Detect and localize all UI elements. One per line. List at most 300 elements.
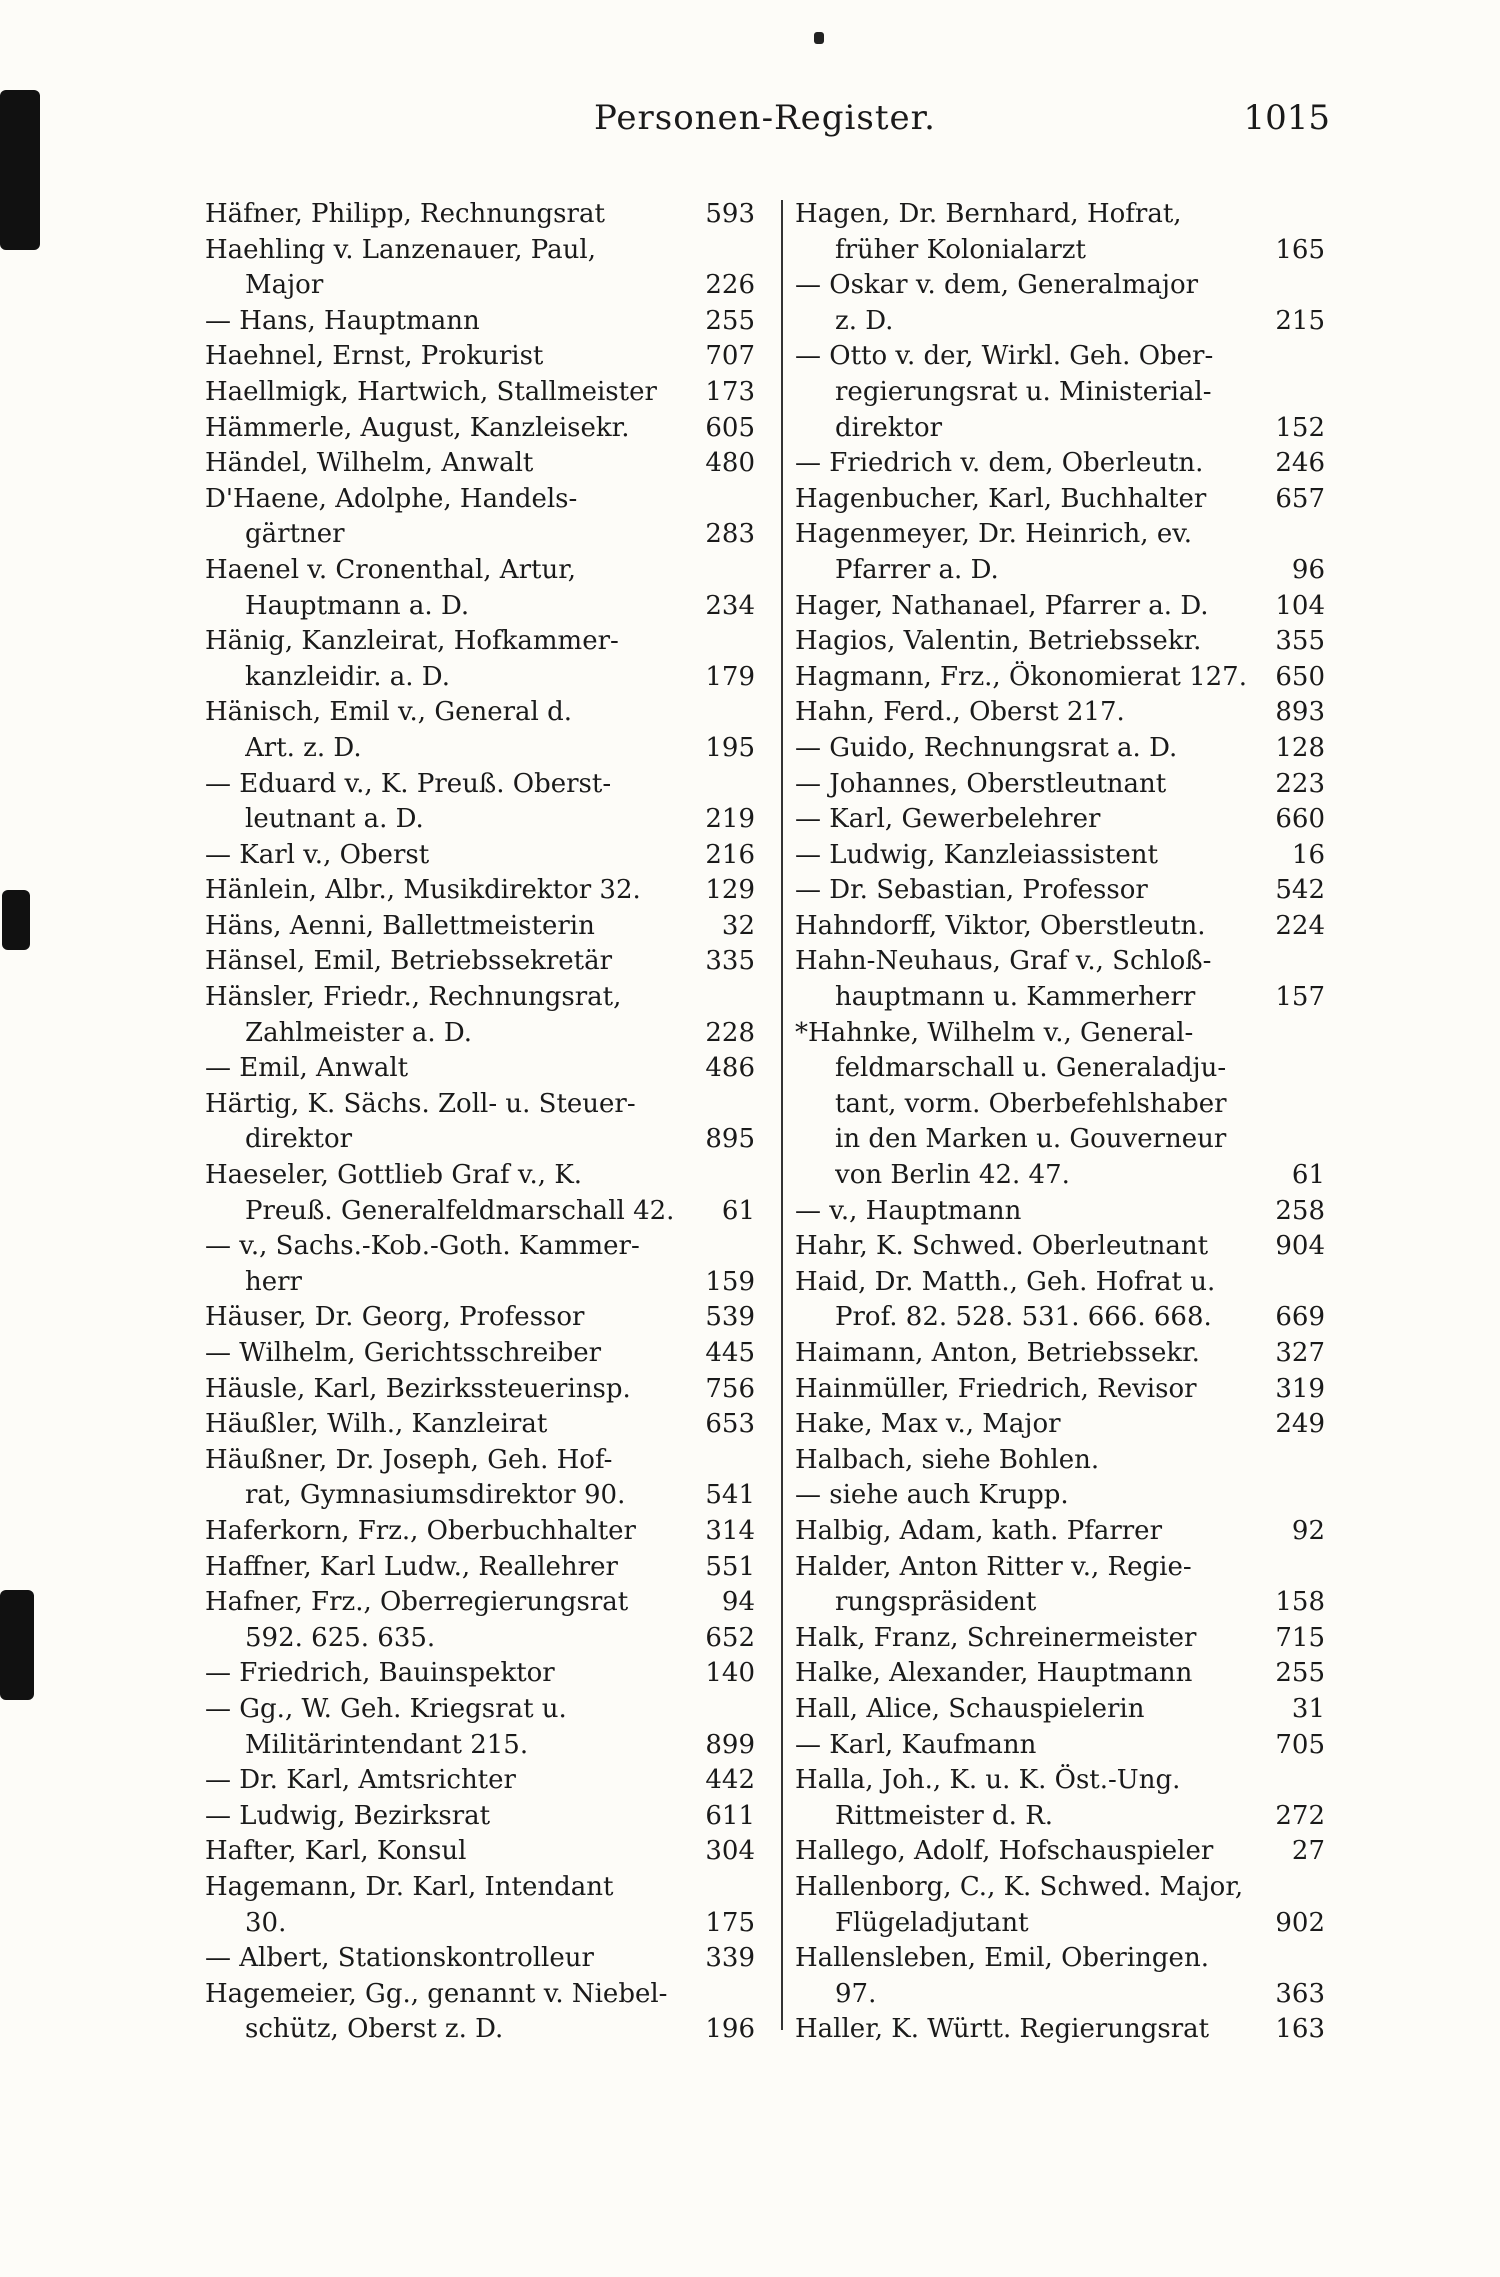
page-reference: 96 bbox=[1291, 554, 1325, 585]
page-reference bbox=[747, 980, 755, 1016]
entry-text: Major bbox=[245, 270, 324, 301]
entry-text: Halke, Alexander, Hauptmann bbox=[795, 1658, 1193, 1689]
entry-line bbox=[795, 1372, 1325, 1408]
index-entry bbox=[205, 553, 755, 624]
page-reference bbox=[1317, 268, 1325, 304]
page-reference: 707 bbox=[705, 341, 755, 372]
edge-mark-lower bbox=[0, 1590, 34, 1700]
entry-line bbox=[795, 1906, 1325, 1942]
entry-line bbox=[205, 1016, 755, 1052]
page-reference: 902 bbox=[1275, 1907, 1325, 1938]
index-entry bbox=[795, 1443, 1325, 1479]
entry-text: Händel, Wilhelm, Anwalt bbox=[205, 448, 534, 479]
index-entry bbox=[205, 304, 755, 340]
entry-line bbox=[205, 1443, 755, 1479]
entry-text: hauptmann u. Kammerherr bbox=[835, 982, 1196, 1013]
page-reference: 304 bbox=[705, 1836, 755, 1867]
entry-line bbox=[795, 589, 1325, 625]
index-entry bbox=[795, 339, 1325, 446]
index-entry bbox=[205, 233, 755, 304]
entry-text: Hahn-Neuhaus, Graf v., Schloß- bbox=[795, 946, 1212, 977]
page-reference bbox=[1317, 1051, 1325, 1087]
entry-text: in den Marken u. Gouverneur bbox=[835, 1124, 1227, 1155]
page-reference: 255 bbox=[1275, 1658, 1325, 1689]
entry-line bbox=[795, 304, 1325, 340]
entry-line bbox=[205, 446, 755, 482]
entry-text: Hänsel, Emil, Betriebssekretär bbox=[205, 946, 613, 977]
page-reference bbox=[747, 553, 755, 589]
entry-text: D'Haene, Adolphe, Handels- bbox=[205, 483, 578, 514]
entry-line bbox=[205, 1941, 755, 1977]
entry-line bbox=[795, 197, 1325, 233]
entry-text: Hagemeier, Gg., genannt v. Niebel- bbox=[205, 1978, 668, 2009]
index-entry bbox=[795, 695, 1325, 731]
entry-text: — Karl, Gewerbelehrer bbox=[795, 804, 1101, 835]
index-entry bbox=[205, 1585, 755, 1656]
entry-line bbox=[795, 909, 1325, 945]
entry-text: herr bbox=[245, 1266, 302, 1297]
index-entry bbox=[795, 1407, 1325, 1443]
entry-line bbox=[205, 1122, 755, 1158]
entry-text: direktor bbox=[835, 412, 943, 443]
entry-line bbox=[205, 1656, 755, 1692]
entry-line bbox=[795, 1550, 1325, 1586]
entry-line bbox=[205, 553, 755, 589]
index-entry bbox=[795, 1229, 1325, 1265]
index-entry bbox=[795, 1514, 1325, 1550]
index-entry bbox=[795, 1692, 1325, 1728]
entry-line bbox=[795, 624, 1325, 660]
index-entry bbox=[205, 1372, 755, 1408]
entry-text: — Otto v. der, Wirkl. Geh. Ober- bbox=[795, 341, 1214, 372]
page-reference bbox=[1317, 1087, 1325, 1123]
page-reference: 258 bbox=[1275, 1195, 1325, 1226]
index-entry bbox=[205, 1051, 755, 1087]
page-reference bbox=[747, 1870, 755, 1906]
entry-line bbox=[205, 339, 755, 375]
entry-text: Haehnel, Ernst, Prokurist bbox=[205, 341, 544, 372]
index-entry bbox=[205, 339, 755, 375]
entry-line bbox=[205, 2012, 755, 2048]
page-reference bbox=[747, 1158, 755, 1194]
entry-text: — Guido, Rechnungsrat a. D. bbox=[795, 732, 1178, 763]
entry-line bbox=[205, 1194, 755, 1230]
entry-line bbox=[795, 1514, 1325, 1550]
index-entry bbox=[795, 1372, 1325, 1408]
edge-mark-middle bbox=[2, 890, 30, 950]
entry-text: Haffner, Karl Ludw., Reallehrer bbox=[205, 1551, 618, 1582]
entry-text: — Dr. Sebastian, Professor bbox=[795, 875, 1148, 906]
entry-line bbox=[205, 731, 755, 767]
entry-text: Hämmerle, August, Kanzleisekr. bbox=[205, 412, 630, 443]
entry-text: — Friedrich v. dem, Oberleutn. bbox=[795, 448, 1204, 479]
entry-line bbox=[795, 339, 1325, 375]
entry-line bbox=[795, 1122, 1325, 1158]
page-reference: 319 bbox=[1275, 1373, 1325, 1404]
page-reference: 195 bbox=[705, 732, 755, 763]
page-reference bbox=[1317, 1941, 1325, 1977]
index-entry bbox=[205, 1834, 755, 1870]
entry-text: rungspräsident bbox=[835, 1587, 1037, 1618]
entry-text: — siehe auch Krupp. bbox=[795, 1480, 1069, 1511]
entry-line bbox=[795, 1407, 1325, 1443]
page-reference: 234 bbox=[705, 590, 755, 621]
page-reference: 61 bbox=[1291, 1160, 1325, 1191]
entry-text: Zahlmeister a. D. bbox=[245, 1017, 473, 1048]
page-reference bbox=[747, 695, 755, 731]
page-reference: 542 bbox=[1275, 875, 1325, 906]
index-entry bbox=[795, 1728, 1325, 1764]
page-reference: 480 bbox=[705, 448, 755, 479]
index-entry bbox=[205, 767, 755, 838]
entry-text: gärtner bbox=[245, 519, 345, 550]
entry-text: tant, vorm. Oberbefehlshaber bbox=[835, 1088, 1227, 1119]
entry-line bbox=[795, 873, 1325, 909]
entry-text: Haehling v. Lanzenauer, Paul, bbox=[205, 234, 596, 265]
index-entry bbox=[795, 660, 1325, 696]
index-entry bbox=[205, 1158, 755, 1229]
entry-line bbox=[795, 233, 1325, 269]
index-entry bbox=[795, 838, 1325, 874]
page-reference bbox=[1317, 1870, 1325, 1906]
entry-text: Militärintendant 215. bbox=[245, 1729, 529, 1760]
entry-line bbox=[205, 695, 755, 731]
entry-line bbox=[205, 1621, 755, 1657]
entry-line bbox=[205, 1087, 755, 1123]
index-entry bbox=[205, 838, 755, 874]
entry-text: Hagenbucher, Karl, Buchhalter bbox=[795, 483, 1207, 514]
page-reference: 140 bbox=[705, 1658, 755, 1689]
page-reference: 650 bbox=[1275, 661, 1325, 692]
index-entry bbox=[795, 517, 1325, 588]
entry-line bbox=[795, 1300, 1325, 1336]
page-reference: 283 bbox=[705, 519, 755, 550]
entry-line bbox=[205, 980, 755, 1016]
entry-line bbox=[205, 482, 755, 518]
page-reference: 246 bbox=[1275, 448, 1325, 479]
entry-text: Halbig, Adam, kath. Pfarrer bbox=[795, 1515, 1162, 1546]
page-reference: 551 bbox=[705, 1551, 755, 1582]
entry-line bbox=[205, 767, 755, 803]
entry-text: — Ludwig, Bezirksrat bbox=[205, 1800, 491, 1831]
page-reference: 92 bbox=[1291, 1515, 1325, 1546]
page-reference bbox=[1317, 944, 1325, 980]
entry-line bbox=[205, 268, 755, 304]
entry-line bbox=[205, 1407, 755, 1443]
entry-text: von Berlin 42. 47. bbox=[835, 1160, 1070, 1191]
entry-line bbox=[795, 1194, 1325, 1230]
entry-line bbox=[205, 1372, 755, 1408]
page-reference: 215 bbox=[1275, 305, 1325, 336]
page-reference bbox=[747, 624, 755, 660]
entry-text: Hake, Max v., Major bbox=[795, 1409, 1061, 1440]
entry-line bbox=[205, 1799, 755, 1835]
index-entry bbox=[205, 1300, 755, 1336]
entry-text: — v., Sachs.-Kob.-Goth. Kammer- bbox=[205, 1231, 640, 1262]
entry-line bbox=[205, 873, 755, 909]
entry-line bbox=[795, 1692, 1325, 1728]
entry-line bbox=[205, 375, 755, 411]
page-reference: 158 bbox=[1275, 1587, 1325, 1618]
entry-line bbox=[205, 1514, 755, 1550]
index-entry bbox=[205, 1336, 755, 1372]
entry-line bbox=[205, 802, 755, 838]
page-reference: 660 bbox=[1275, 804, 1325, 835]
entry-text: Hagenmeyer, Dr. Heinrich, ev. bbox=[795, 519, 1193, 550]
index-entry bbox=[795, 197, 1325, 268]
page-reference: 228 bbox=[705, 1017, 755, 1048]
entry-text: Häns, Aenni, Ballettmeisterin bbox=[205, 910, 595, 941]
page-reference: 611 bbox=[705, 1800, 755, 1831]
page-reference: 904 bbox=[1275, 1231, 1325, 1262]
entry-text: Hallenborg, C., K. Schwed. Major, bbox=[795, 1871, 1244, 1902]
index-entry bbox=[795, 268, 1325, 339]
page-reference: 61 bbox=[721, 1195, 755, 1226]
index-entry bbox=[205, 909, 755, 945]
entry-text: — Eduard v., K. Preuß. Oberst- bbox=[205, 768, 612, 799]
entry-text: Halbach, siehe Bohlen. bbox=[795, 1444, 1100, 1475]
index-entry bbox=[795, 589, 1325, 625]
index-entry bbox=[205, 1087, 755, 1158]
page-reference bbox=[747, 1229, 755, 1265]
page-reference: 363 bbox=[1275, 1978, 1325, 2009]
entry-line bbox=[795, 1834, 1325, 1870]
left-column bbox=[205, 197, 755, 2048]
page-reference: 339 bbox=[705, 1943, 755, 1974]
page-reference: 104 bbox=[1275, 590, 1325, 621]
index-entry bbox=[795, 1834, 1325, 1870]
entry-line bbox=[205, 517, 755, 553]
entry-text: direktor bbox=[245, 1124, 353, 1155]
index-entry bbox=[795, 1336, 1325, 1372]
entry-text: — Wilhelm, Gerichtsschreiber bbox=[205, 1338, 602, 1368]
entry-text: Häußner, Dr. Joseph, Geh. Hof- bbox=[205, 1444, 613, 1475]
entry-line bbox=[205, 1478, 755, 1514]
page-reference: 163 bbox=[1275, 2014, 1325, 2045]
page-reference bbox=[1317, 1550, 1325, 1586]
entry-line bbox=[795, 375, 1325, 411]
index-entry bbox=[795, 1870, 1325, 1941]
entry-text: schütz, Oberst z. D. bbox=[245, 2014, 504, 2045]
entry-line bbox=[795, 482, 1325, 518]
entry-line bbox=[795, 1870, 1325, 1906]
entry-line bbox=[795, 446, 1325, 482]
entry-text: leutnant a. D. bbox=[245, 804, 424, 835]
index-entry bbox=[205, 944, 755, 980]
entry-line bbox=[205, 909, 755, 945]
entry-text: — Karl v., Oberst bbox=[205, 839, 430, 870]
edge-mark-top bbox=[0, 90, 40, 250]
index-entry bbox=[795, 446, 1325, 482]
entry-text: — Oskar v. dem, Generalmajor bbox=[795, 270, 1199, 301]
index-entry bbox=[205, 624, 755, 695]
entry-text: Haenel v. Cronenthal, Artur, bbox=[205, 554, 577, 585]
page-reference bbox=[1317, 517, 1325, 553]
page-reference: 652 bbox=[705, 1622, 755, 1653]
entry-text: Häußler, Wilh., Kanzleirat bbox=[205, 1409, 548, 1440]
index-entry bbox=[205, 1443, 755, 1514]
index-entry bbox=[795, 1194, 1325, 1230]
index-entry bbox=[205, 482, 755, 553]
entry-line bbox=[795, 660, 1325, 696]
page-reference bbox=[747, 1443, 755, 1479]
entry-text: Hahr, K. Schwed. Oberleutnant bbox=[795, 1231, 1209, 1262]
page-reference: 669 bbox=[1275, 1302, 1325, 1333]
index-entry bbox=[205, 1514, 755, 1550]
page-reference: 541 bbox=[705, 1480, 755, 1511]
entry-line bbox=[205, 1336, 755, 1372]
entry-text: Hagen, Dr. Bernhard, Hofrat, bbox=[795, 199, 1182, 229]
page-reference: 179 bbox=[705, 661, 755, 692]
entry-line bbox=[795, 980, 1325, 1016]
entry-text: z. D. bbox=[835, 305, 894, 336]
index-entry bbox=[795, 1550, 1325, 1621]
entry-text: Hänisch, Emil v., General d. bbox=[205, 697, 573, 728]
entry-text: Hallego, Adolf, Hofschauspieler bbox=[795, 1836, 1214, 1867]
entry-text: — v., Hauptmann bbox=[795, 1195, 1022, 1226]
entry-text: Haeseler, Gottlieb Graf v., K. bbox=[205, 1160, 583, 1191]
page-reference: 705 bbox=[1275, 1729, 1325, 1760]
index-entry bbox=[795, 909, 1325, 945]
entry-line bbox=[205, 1977, 755, 2013]
page-title: Personen-Register. bbox=[594, 98, 936, 138]
page-reference bbox=[747, 233, 755, 269]
index-entry bbox=[205, 446, 755, 482]
page-reference bbox=[1317, 1016, 1325, 1052]
entry-line bbox=[205, 589, 755, 625]
entry-line bbox=[795, 1229, 1325, 1265]
index-entry bbox=[205, 1763, 755, 1799]
entry-text: Hallensleben, Emil, Oberingen. bbox=[795, 1943, 1209, 1974]
entry-text: Hahn, Ferd., Oberst 217. bbox=[795, 697, 1125, 728]
entry-line bbox=[205, 660, 755, 696]
page-reference: 355 bbox=[1275, 626, 1325, 657]
page-reference: 128 bbox=[1275, 732, 1325, 763]
page-reference bbox=[1317, 339, 1325, 375]
entry-line bbox=[795, 517, 1325, 553]
page-reference: 255 bbox=[705, 305, 755, 336]
entry-text: 97. bbox=[835, 1978, 877, 2009]
index-entry bbox=[795, 1763, 1325, 1834]
page-reference: 175 bbox=[705, 1907, 755, 1938]
entry-text: Hahndorff, Viktor, Oberstleutn. bbox=[795, 910, 1206, 941]
index-entry bbox=[205, 873, 755, 909]
entry-text: kanzleidir. a. D. bbox=[245, 661, 450, 692]
index-entry bbox=[205, 1692, 755, 1763]
page-reference: 653 bbox=[705, 1409, 755, 1440]
entry-line bbox=[795, 1336, 1325, 1372]
page-reference: 196 bbox=[705, 2014, 755, 2045]
entry-text: feldmarschall u. Generaladju- bbox=[835, 1053, 1227, 1084]
entry-line bbox=[795, 944, 1325, 980]
entry-line bbox=[795, 1585, 1325, 1621]
index-entry bbox=[795, 1621, 1325, 1657]
entry-line bbox=[205, 1300, 755, 1336]
page-reference: 249 bbox=[1275, 1409, 1325, 1440]
page-reference bbox=[1317, 1443, 1325, 1479]
page-reference bbox=[1317, 1478, 1325, 1514]
entry-text: Hagios, Valentin, Betriebssekr. bbox=[795, 626, 1202, 657]
page-header bbox=[200, 98, 1330, 148]
entry-text: *Hahnke, Wilhelm v., General- bbox=[795, 1017, 1194, 1048]
right-column bbox=[795, 197, 1325, 2048]
entry-line bbox=[795, 411, 1325, 447]
entry-text: Hagmann, Frz., Ökonomierat 127. bbox=[795, 661, 1247, 692]
entry-line bbox=[795, 553, 1325, 589]
page-reference: 129 bbox=[705, 875, 755, 906]
entry-text: Härtig, K. Sächs. Zoll- u. Steuer- bbox=[205, 1088, 636, 1119]
page-reference: 445 bbox=[705, 1338, 755, 1368]
page-reference: 442 bbox=[705, 1765, 755, 1796]
entry-text: Häuser, Dr. Georg, Professor bbox=[205, 1302, 585, 1333]
column-divider bbox=[781, 200, 783, 2030]
entry-line bbox=[795, 1799, 1325, 1835]
entry-text: Hauptmann a. D. bbox=[245, 590, 470, 621]
page-reference bbox=[1317, 1763, 1325, 1799]
entry-line bbox=[205, 1692, 755, 1728]
page-reference: 165 bbox=[1275, 234, 1325, 265]
entry-text: Haimann, Anton, Betriebssekr. bbox=[795, 1338, 1200, 1368]
index-entry bbox=[205, 197, 755, 233]
page-reference: 32 bbox=[721, 910, 755, 941]
entry-line bbox=[795, 1728, 1325, 1764]
page-number: 1015 bbox=[1243, 98, 1330, 138]
entry-text: früher Kolonialarzt bbox=[835, 234, 1086, 265]
entry-text: Hall, Alice, Schauspielerin bbox=[795, 1693, 1145, 1724]
page-reference: 159 bbox=[705, 1266, 755, 1297]
index-entry bbox=[795, 767, 1325, 803]
entry-text: Hänig, Kanzleirat, Hofkammer- bbox=[205, 626, 619, 657]
entry-line bbox=[205, 197, 755, 233]
entry-text: — Karl, Kaufmann bbox=[795, 1729, 1037, 1760]
page-reference bbox=[1317, 1122, 1325, 1158]
page-reference: 272 bbox=[1275, 1800, 1325, 1831]
page-reference: 605 bbox=[705, 412, 755, 443]
page-reference: 539 bbox=[705, 1302, 755, 1333]
page-reference: 899 bbox=[705, 1729, 755, 1760]
entry-line bbox=[795, 1087, 1325, 1123]
index-entry bbox=[205, 1941, 755, 1977]
page-reference bbox=[747, 482, 755, 518]
page-reference: 327 bbox=[1275, 1338, 1325, 1368]
entry-text: Hänlein, Albr., Musikdirektor 32. bbox=[205, 875, 641, 906]
entry-line bbox=[205, 944, 755, 980]
index-entry bbox=[205, 1229, 755, 1300]
entry-line bbox=[795, 1016, 1325, 1052]
index-entry bbox=[795, 482, 1325, 518]
index-entry bbox=[795, 2012, 1325, 2048]
page-reference bbox=[1317, 1265, 1325, 1301]
page-reference: 335 bbox=[705, 946, 755, 977]
entry-text: Hafner, Frz., Oberregierungsrat bbox=[205, 1587, 629, 1618]
entry-line bbox=[795, 838, 1325, 874]
entry-text: Haid, Dr. Matth., Geh. Hofrat u. bbox=[795, 1266, 1216, 1297]
entry-text: Rittmeister d. R. bbox=[835, 1800, 1054, 1831]
entry-text: Flügeladjutant bbox=[835, 1907, 1029, 1938]
entry-text: Halder, Anton Ritter v., Regie- bbox=[795, 1551, 1192, 1582]
page-reference bbox=[747, 1977, 755, 2013]
page-reference: 756 bbox=[705, 1373, 755, 1404]
index-entry bbox=[205, 695, 755, 766]
entry-line bbox=[205, 411, 755, 447]
page-reference bbox=[747, 767, 755, 803]
index-entry bbox=[205, 1977, 755, 2048]
entry-line bbox=[205, 304, 755, 340]
entry-text: Haller, K. Württ. Regierungsrat bbox=[795, 2014, 1210, 2045]
entry-text: 592. 625. 635. bbox=[245, 1622, 436, 1653]
page-reference: 895 bbox=[705, 1124, 755, 1155]
index-entry bbox=[795, 802, 1325, 838]
